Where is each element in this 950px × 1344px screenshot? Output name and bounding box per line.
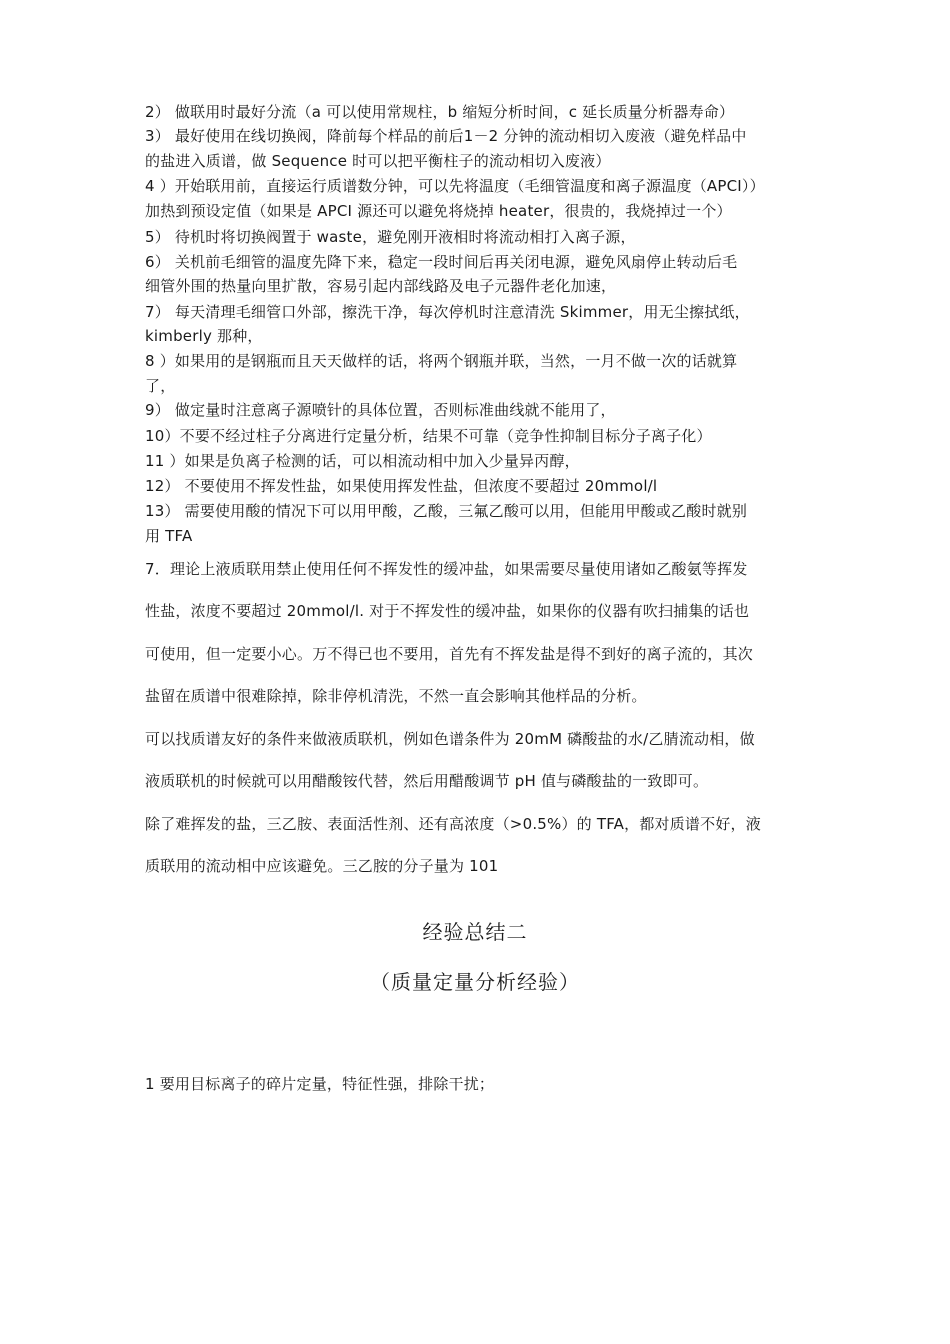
list-item: kimberly 那种， (145, 327, 263, 345)
paragraph-line: 除了难挥发的盐，三乙胺、表面活性剂、还有高浓度（>0.5%）的 TFA，都对质谱不好，液 (145, 815, 761, 833)
list-item: 2） 做联用时最好分流（a 可以使用常规柱，b 缩短分析时间，c 延长质量分析器寿命） (145, 103, 735, 121)
list-item: 6） 关机前毛细管的温度先降下来，稳定一段时间后再关闭电源，避免风扇停止转动后毛 (145, 253, 738, 271)
paragraph-line: 7．理论上液质联用禁止使用任何不挥发性的缓冲盐，如果需要尽量使用诸如乙酸氨等挥发 (145, 560, 748, 578)
section-title: 经验总结二 (422, 920, 528, 944)
list-item: 了， (145, 377, 176, 395)
list-item: 细管外围的热量向里扩散，容易引起内部线路及电子元器件老化加速， (145, 277, 617, 295)
list-item: 10）不要不经过柱子分离进行定量分析，结果不可靠（竞争性抑制目标分子离子化） (145, 427, 712, 445)
paragraph-line: 质联用的流动相中应该避免。三乙胺的分子量为 101 (145, 857, 499, 875)
list-item: 12） 不要使用不挥发性盐，如果使用挥发性盐，但浓度不要超过 20mmol/l (145, 477, 658, 495)
paragraph-line: 盐留在质谱中很难除掉，除非停机清洗，不然一直会影响其他样品的分析。 (145, 687, 647, 705)
list-item: 9） 做定量时注意离子源喷针的具体位置，否则标准曲线就不能用了， (145, 401, 616, 419)
list-item: 7） 每天清理毛细管口外部，擦洗干净，每次停机时注意清洗 Skimmer，用无尘擦拭纸， (145, 303, 750, 321)
list-item: 3） 最好使用在线切换阀，降前每个样品的前后1－2 分钟的流动相切入废液（避免样品中 (145, 127, 747, 145)
closing-list-item: 1 要用目标离子的碎片定量，特征性强，排除干扰； (145, 1075, 495, 1093)
list-item: 13） 需要使用酸的情况下可以用甲酸，乙酸，三氟乙酸可以用，但能用甲酸或乙酸时就别 (145, 502, 748, 520)
list-item: 8 ）如果用的是钢瓶而且天天做样的话，将两个钢瓶并联，当然，一月不做一次的话就算 (145, 352, 738, 370)
list-item: 加热到预设定值（如果是 APCI 源还可以避免将烧掉 heater，很贵的，我烧掉过一个） (145, 202, 732, 220)
list-item: 4 ）开始联用前，直接运行质谱数分钟，可以先将温度（毛细管温度和离子源温度（APCI）） (145, 177, 765, 195)
list-item: 11 ）如果是负离子检测的话，可以相流动相中加入少量异丙醇， (145, 452, 580, 470)
paragraph-line: 可使用，但一定要小心。万不得已也不要用，首先有不挥发盐是得不到好的离子流的，其次 (145, 645, 754, 663)
list-item: 的盐进入质谱，做 Sequence 时可以把平衡柱子的流动相切入废液） (145, 152, 611, 170)
list-item: 5） 待机时将切换阀置于 waste，避免刚开液相时将流动相打入离子源， (145, 228, 636, 246)
paragraph-line: 性盐，浓度不要超过 20mmol/l. 对于不挥发性的缓冲盐，如果你的仪器有吹扫捕集的话也 (145, 602, 750, 620)
section-subtitle: （质量定量分析经验） (370, 970, 580, 994)
list-item: 用 TFA (145, 527, 193, 545)
paragraph-line: 液质联机的时候就可以用醋酸铵代替，然后用醋酸调节 pH 值与磷酸盐的一致即可。 (145, 772, 709, 790)
paragraph-line: 可以找质谱友好的条件来做液质联机，例如色谱条件为 20mM 磷酸盐的水/乙腈流动相，做 (145, 730, 755, 748)
